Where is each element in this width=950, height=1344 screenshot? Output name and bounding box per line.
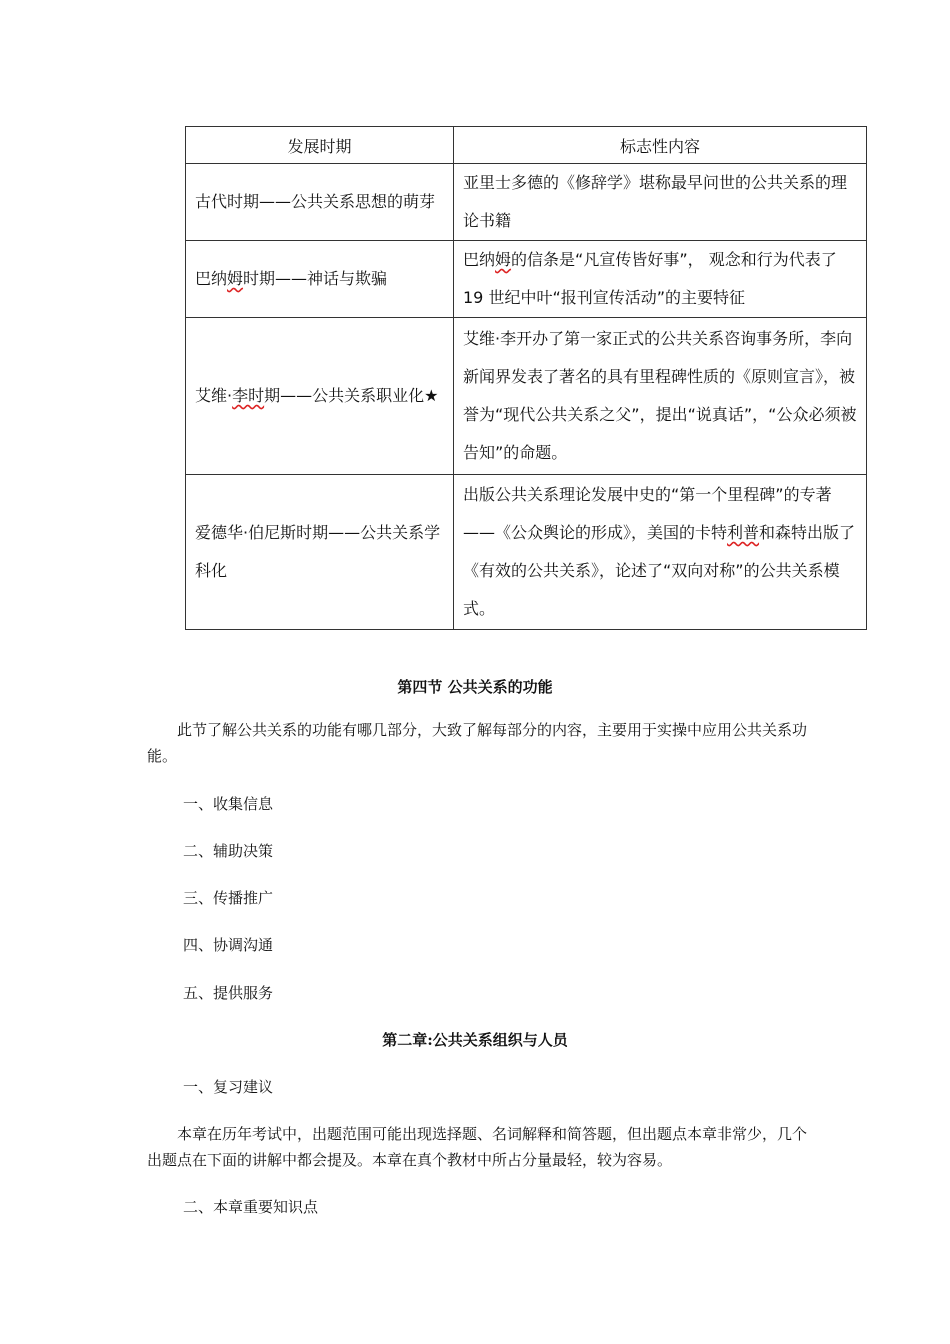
function-item: 二、辅助决策 xyxy=(183,842,274,860)
section-intro-paragraph: 此节了解公共关系的功能有哪几部分，大致了解每部分的内容，主要用于实操中应用公共关系功能。 xyxy=(147,721,808,765)
table-row xyxy=(186,164,867,241)
text-segment: 期——公共关系职业化★ xyxy=(264,386,439,405)
content-text: 亚里士多德的《修辞学》堪称最早问世的公共关系的理论书籍 xyxy=(463,173,848,230)
table-row xyxy=(186,241,867,318)
chapter-heading: 第二章:公共关系组织与人员 xyxy=(382,1031,568,1049)
text-segment: 巴纳 xyxy=(195,269,228,288)
period-cell xyxy=(186,318,454,475)
content-cell xyxy=(454,241,867,318)
spellcheck-underlined-text: 姆 xyxy=(495,250,512,269)
content-text xyxy=(463,241,857,317)
text-segment: 的信条是“凡宣传皆好事”， 观念和行为代表了 19 世纪中叶“报刊宣传活动”的主要特征 xyxy=(463,250,837,307)
chapter-paragraph: 本章在历年考试中，出题范围可能出现选择题、名词解释和简答题，但出题点本章非常少，几个出题点在下面的讲解中都会提及。本章在真个教材中所占分量最轻，较为容易。 xyxy=(147,1125,808,1169)
text-segment: 出版公共关系理论发展中史的“第一个里程碑”的专著——《公众舆论的形成》，美国的卡特 xyxy=(463,485,832,542)
spellcheck-underlined-text: 利普 xyxy=(727,523,760,542)
period-text xyxy=(195,377,444,415)
header-content: 标志性内容 xyxy=(454,127,867,164)
period-cell xyxy=(186,475,454,630)
content-text xyxy=(463,476,857,628)
function-item: 五、提供服务 xyxy=(183,984,274,1002)
content-cell xyxy=(454,164,867,241)
text-segment: 艾维· xyxy=(195,386,233,405)
content-cell xyxy=(454,318,867,475)
content-text: 艾维·李开办了第一家正式的公共关系咨询事务所，李向新闻界发表了著名的具有里程碑性质的《原则宣言》，被誉为“现代公共关系之父”，提出“说真话”，“公众必须被告知”的命题。 xyxy=(463,329,857,462)
header-period: 发展时期 xyxy=(186,127,454,164)
text-segment: 时期——神话与欺骗 xyxy=(243,269,388,288)
content-cell xyxy=(454,475,867,630)
function-item: 四、协调沟通 xyxy=(183,936,274,954)
section-heading: 第四节 公共关系的功能 xyxy=(397,678,553,696)
subsection-heading: 二、本章重要知识点 xyxy=(183,1198,319,1216)
subsection-heading: 一、复习建议 xyxy=(183,1078,274,1096)
spellcheck-underlined-text: 李时 xyxy=(232,386,265,405)
table-header-row xyxy=(186,127,867,164)
spellcheck-underlined-text: 姆 xyxy=(227,269,244,288)
table-row xyxy=(186,475,867,630)
development-periods-table xyxy=(185,126,867,630)
period-cell xyxy=(186,164,454,241)
period-cell xyxy=(186,241,454,318)
function-item: 三、传播推广 xyxy=(183,889,274,907)
period-text: 爱德华·伯尼斯时期——公共关系学科化 xyxy=(195,523,441,580)
text-segment: 和森特出版了《有效的公共关系》，论述了“双向对称”的公共关系模式。 xyxy=(463,523,856,618)
function-item: 一、收集信息 xyxy=(183,795,274,813)
period-text xyxy=(195,260,444,298)
period-text: 古代时期——公共关系思想的萌芽 xyxy=(195,192,436,211)
table-row xyxy=(186,318,867,475)
text-segment: 巴纳 xyxy=(463,250,496,269)
